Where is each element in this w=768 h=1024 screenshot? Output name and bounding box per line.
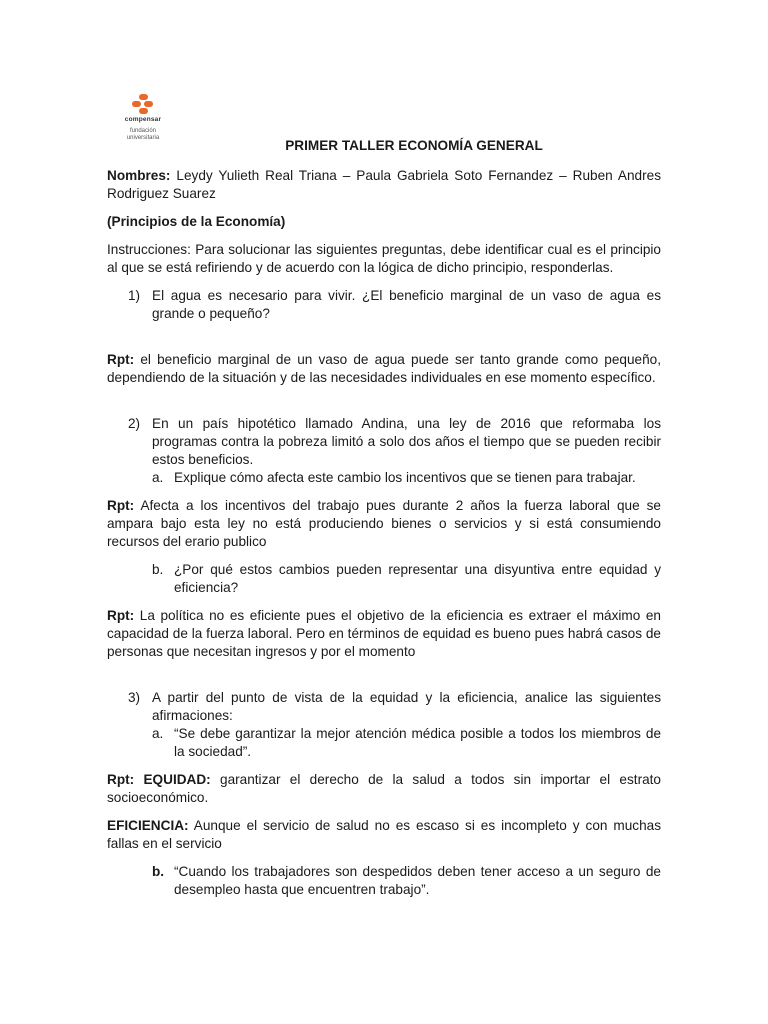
question-3-number: 3) xyxy=(128,690,141,705)
question-2b: b. ¿Por qué estos cambios pueden representar una disyuntiva entre equidad y eficiencia? xyxy=(152,562,661,595)
answer-2b: Rpt: La política no es eficiente pues el objetivo de la eficiencia es extraer el máximo en capacidad de la fuerza laboral. Pero en términos de equidad es bueno pues habrá casos de personas que necesitan ingresos y por el momento xyxy=(107,608,661,659)
logo-sub-1: fundación xyxy=(129,128,157,134)
names-value: Leydy Yulieth Real Triana – Paula Gabriela Soto Fernandez – Ruben Andres Rodriguez Suarez xyxy=(107,168,661,201)
section-heading: (Principios de la Economía) xyxy=(107,214,286,229)
question-2-number: 2) xyxy=(128,416,141,431)
question-2-text: En un país hipotético llamado Andina, una ley de 2016 que reformaba los programas contra la pobreza limitó a solo dos años el tiempo que se pueden recibir estos beneficios. xyxy=(152,416,661,467)
question-3 xyxy=(128,689,661,725)
answer-3a-eficiencia: EFICIENCIA: Aunque el servicio de salud no es escaso si es incompleto y con muchas fallas en el servicio xyxy=(107,818,661,851)
answer-3a-equidad: Rpt: EQUIDAD: garantizar el derecho de la salud a todos sin importar el estrato socioeconómico. xyxy=(107,772,661,805)
question-2a: a. Explique cómo afecta este cambio los incentivos que se tienen para trabajar. xyxy=(152,470,636,485)
question-1-text: El agua es necesario para vivir. ¿El beneficio marginal de un vaso de agua es grande o pequeño? xyxy=(152,288,661,321)
compensar-logo-icon xyxy=(130,93,156,115)
names-label: Nombres: xyxy=(107,168,171,183)
question-3b: b. “Cuando los trabajadores son despedidos deben tener acceso a un seguro de desempleo hasta que encuentren trabajo”. xyxy=(152,864,661,897)
logo-brand: compensar xyxy=(124,116,162,123)
instructions: Instrucciones: Para solucionar las siguientes preguntas, debe identificar cual es el principio al que se está refiriendo y de acuerdo con la lógica de dicho principio, responderlas. xyxy=(107,242,661,275)
names-line xyxy=(107,167,661,203)
answer-1: Rpt: el beneficio marginal de un vaso de agua puede ser tanto grande como pequeño, dependiendo de la situación y de las necesidades individuales en ese momento específico. xyxy=(107,352,661,385)
question-3a: a. “Se debe garantizar la mejor atención médica posible a todos los miembros de la sociedad”. xyxy=(152,726,661,759)
question-1 xyxy=(128,287,661,323)
question-1-number: 1) xyxy=(128,288,141,303)
question-3-text: A partir del punto de vista de la equidad y la eficiencia, analice las siguientes afirmaciones: xyxy=(152,690,661,723)
answer-2a: Rpt: Afecta a los incentivos del trabajo pues durante 2 años la fuerza laboral que se ampara bajo esta ley no está produciendo bienes o servicios y si está consumiendo recursos del erario publico xyxy=(107,498,661,549)
logo-sub-2: universitaria xyxy=(126,135,160,141)
document-title: PRIMER TALLER ECONOMÍA GENERAL xyxy=(285,138,543,153)
document-body xyxy=(107,137,661,899)
question-2 xyxy=(128,415,661,469)
